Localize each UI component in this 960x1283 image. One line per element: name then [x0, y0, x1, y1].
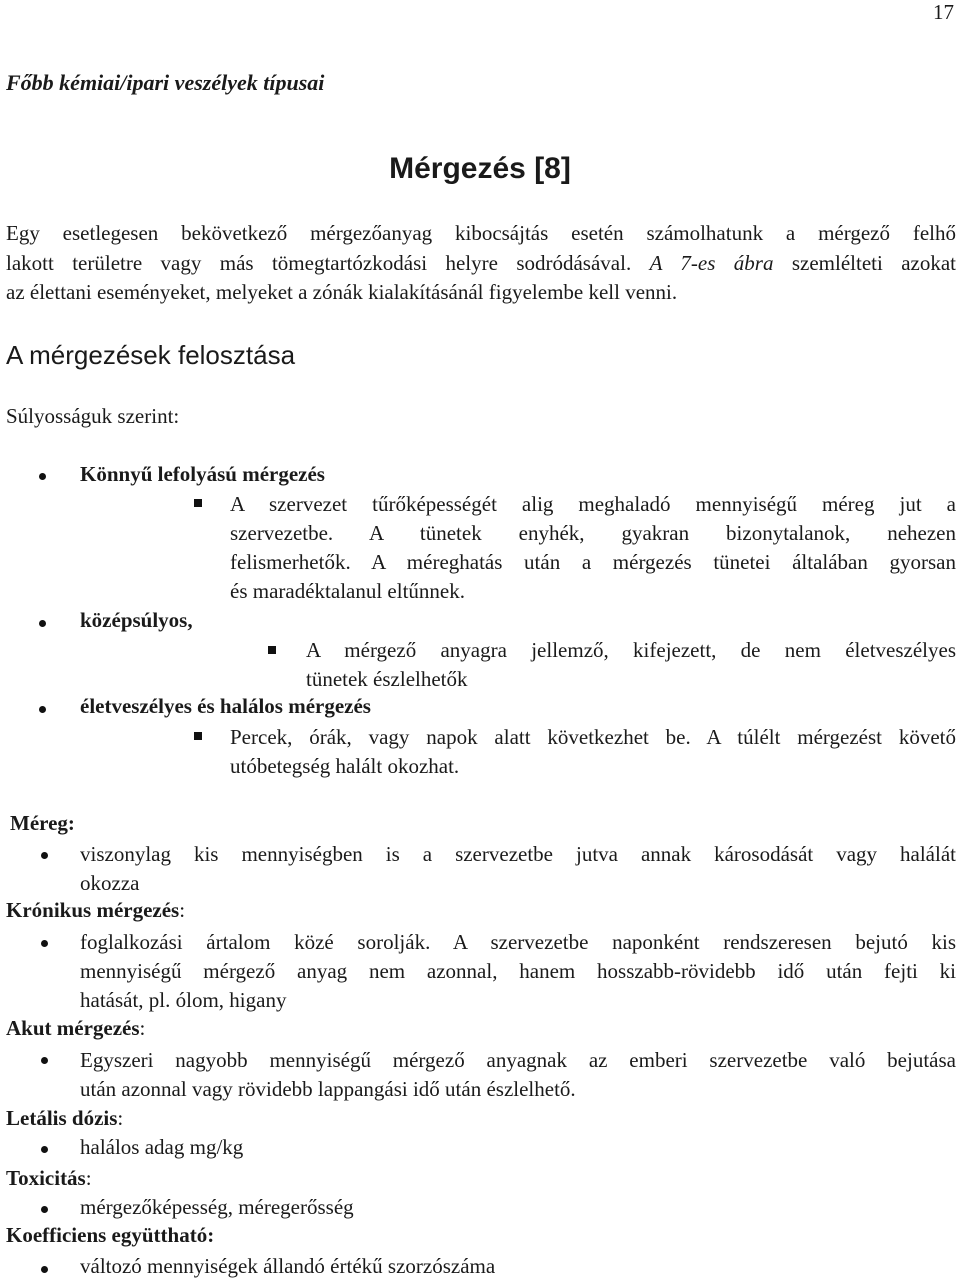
intro-line: az élettani eseményeket, melyeket a zónák kialakításánál figyelembe kell venni.: [6, 280, 678, 304]
description-line: szervezetbe. A tünetek enyhék, gyakran bizonytalanok, nehezen: [230, 521, 956, 545]
definition-line: hatását, pl. ólom, higany: [80, 988, 287, 1012]
intro-line: [6, 249, 956, 279]
description-line: A szervezet tűrőképességét alig meghaladó mennyiségű méreg jut a: [230, 492, 956, 516]
bullet-icon: [41, 1266, 48, 1273]
description-line: A mérgező anyagra jellemző, kifejezett, de nem életveszélyes: [306, 638, 956, 662]
term-colon: :: [207, 1223, 215, 1247]
definition-term: [6, 1223, 214, 1248]
square-bullet-icon: [194, 732, 202, 740]
term-text: Koefficiens együttható: [6, 1223, 208, 1247]
bullet-icon: [39, 706, 46, 713]
severity-label: életveszélyes és halálos mérgezés: [80, 694, 371, 718]
term-colon: :: [179, 898, 186, 922]
intro-line: Egy esetlegesen bekövetkező mérgezőanyag kibocsájtás esetén számolhatunk a mérgező felhő: [6, 221, 956, 245]
bullet-icon: [41, 1206, 48, 1213]
bullet-icon: [41, 1146, 48, 1153]
definition-text: [80, 928, 956, 1015]
section-heading: Főbb kémiai/ipari veszélyek típusai: [6, 70, 325, 95]
bullet-icon: [39, 620, 46, 627]
severity-label: Könnyű lefolyású mérgezés: [80, 462, 325, 486]
term-colon: :: [67, 811, 75, 835]
definition-line: Egyszeri nagyobb mennyiségű mérgező anyagnak az emberi szervezetbe való bejutása: [80, 1048, 956, 1072]
term-text: Méreg: [10, 811, 68, 835]
definition-line: után azonnal vagy rövidebb lappangási idő után észlelhető.: [80, 1077, 576, 1101]
bullet-icon: [39, 473, 46, 480]
definition-term: [10, 811, 75, 836]
severity-intro: Súlyosságuk szerint:: [6, 404, 180, 428]
description-line: és maradéktalanul eltűnnek.: [230, 579, 465, 603]
description-line: Percek, órák, vagy napok alatt következhet be. A túlélt mérgezést követő: [230, 725, 956, 749]
definition-line: okozza: [80, 871, 140, 895]
term-text: Akut mérgezés: [6, 1016, 140, 1040]
severity-description: [230, 723, 956, 781]
definition-text: [80, 840, 956, 898]
severity-label: középsúlyos,: [80, 608, 193, 632]
description-line: tünetek észlelhetők: [306, 667, 468, 691]
term-text: Krónikus mérgezés: [6, 898, 180, 922]
definition-term: [6, 1016, 145, 1041]
definition-text: változó mennyiségek állandó értékű szorzószáma: [80, 1254, 496, 1278]
severity-description: [306, 636, 956, 694]
definition-text: halálos adag mg/kg: [80, 1135, 244, 1159]
definition-line: viszonylag kis mennyiségben is a szervezetbe jutva annak károsodását vagy halálát: [80, 842, 956, 866]
term-text: Letális dózis: [6, 1106, 118, 1130]
square-bullet-icon: [194, 499, 202, 507]
intro-text: szemlélteti azokat: [773, 250, 956, 275]
description-line: utóbetegség halált okozhat.: [230, 754, 460, 778]
term-text: Toxicitás: [6, 1166, 86, 1190]
bullet-icon: [41, 1057, 48, 1064]
bullet-icon: [41, 852, 48, 859]
term-colon: :: [85, 1166, 92, 1190]
classification-heading: A mérgezések felosztása: [6, 340, 296, 370]
definition-line: foglalkozási ártalom közé sorolják. A szervezetbe naponként rendszeresen bejutó kis: [80, 930, 956, 954]
term-colon: :: [117, 1106, 124, 1130]
term-colon: :: [139, 1016, 146, 1040]
definition-line: mennyiségű mérgező anyag nem azonnal, hanem hosszabb-rövidebb idő után fejti ki: [80, 959, 956, 983]
bullet-icon: [41, 940, 48, 947]
square-bullet-icon: [268, 646, 276, 654]
intro-paragraph: [6, 219, 956, 308]
definition-term: [6, 1106, 123, 1131]
definition-text: mérgezőképesség, méregerősség: [80, 1195, 354, 1219]
page-number: 17: [933, 0, 954, 24]
definition-term: [6, 1166, 92, 1191]
intro-text: lakott területre vagy más tömegtartózkodási helyre sodródásával.: [6, 250, 650, 275]
figure-reference: A 7-es ábra: [649, 250, 774, 275]
page-title: Mérgezés [8]: [389, 152, 571, 185]
description-line: felismerhetők. A méreghatás után a mérgezés tünetei általában gyorsan: [230, 550, 956, 574]
definition-text: [80, 1046, 956, 1104]
definition-term: [6, 898, 185, 923]
severity-description: [230, 490, 956, 606]
